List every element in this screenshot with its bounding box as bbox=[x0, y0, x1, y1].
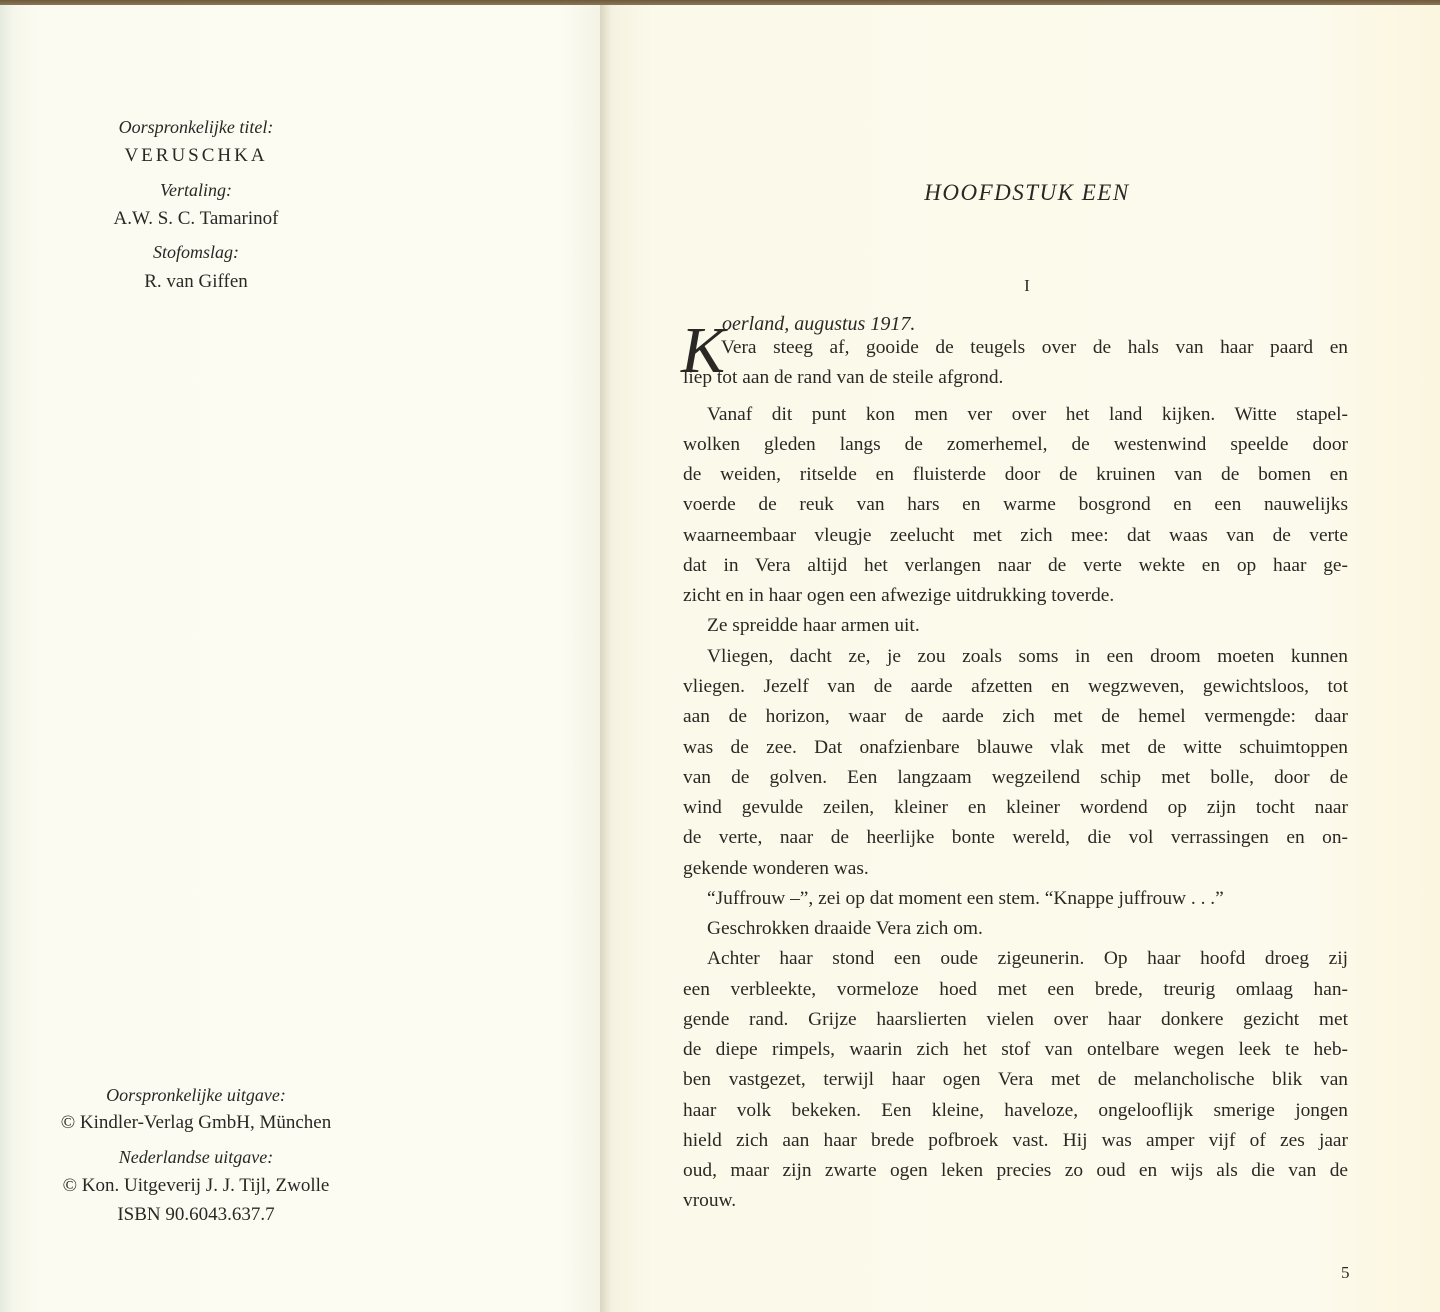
page-number: 5 bbox=[1341, 1263, 1350, 1282]
text-line: wind gevulde zeilen, kleiner en kleiner wordend op zijn tocht naar bbox=[683, 797, 1348, 818]
translator-name: A.W. S. C. Tamarinof bbox=[113, 208, 279, 229]
text-line: de verte, naar de heerlijke bonte wereld, die vol verrassingen en on- bbox=[683, 827, 1348, 848]
text-line: de weiden, ritselde en fluisterde door de kruinen van de bomen en bbox=[683, 464, 1348, 485]
translation-label: Vertaling: bbox=[160, 180, 232, 200]
text-line: gekende wonderen was. bbox=[683, 858, 869, 879]
text-line: oud, maar zijn zwarte ogen leken precies zo oud en wijs als die van de bbox=[683, 1160, 1348, 1181]
text-line: zicht en in haar ogen een afwezige uitdrukking toverde. bbox=[683, 585, 1115, 606]
text-line: Vliegen, dacht ze, je zou zoals soms in een droom moeten kunnen bbox=[707, 646, 1348, 667]
book-gutter bbox=[600, 5, 612, 1312]
chapter-title: HOOFDSTUK EEN bbox=[924, 180, 1130, 205]
text-line: liep tot aan de rand van de steile afgrond. bbox=[683, 367, 1004, 388]
isbn: ISBN 90.6043.637.7 bbox=[117, 1204, 275, 1225]
original-edition-publisher: © Kindler-Verlag GmbH, München bbox=[60, 1112, 332, 1133]
text-line: van de golven. Een langzaam wegzeilend schip met bolle, door de bbox=[683, 767, 1348, 788]
dust-jacket-label: Stofomslag: bbox=[152, 242, 239, 262]
original-title-value: VERUSCHKA bbox=[124, 145, 268, 166]
text-line: hield zich aan haar brede pofbroek vast. Hij was amper vijf of zes jaar bbox=[683, 1130, 1348, 1151]
text-line: waarneembaar vleugje zeelucht met zich mee: dat waas van de verte bbox=[683, 525, 1348, 546]
text-line: was de zee. Dat onafzienbare blauwe vlak met de witte schuimtoppen bbox=[683, 737, 1348, 758]
section-number: I bbox=[1024, 276, 1030, 295]
text-line: haar volk bekeken. Een kleine, haveloze, ongelooflijk smerige jongen bbox=[683, 1100, 1348, 1121]
text-line: gende rand. Grijze haarslierten vielen over haar donkere gezicht met bbox=[683, 1009, 1348, 1030]
text-line: wolken gleden langs de zomerhemel, de westenwind speelde door bbox=[683, 434, 1348, 455]
text-line: ben vastgezet, terwijl haar ogen Vera met de melancholische blik van bbox=[683, 1069, 1348, 1090]
text-line: Geschrokken draaide Vera zich om. bbox=[707, 918, 983, 939]
text-line: vliegen. Jezelf van de aarde afzetten en wegzweven, gewichtsloos, tot bbox=[683, 676, 1348, 697]
original-edition-label: Oorspronkelijke uitgave: bbox=[106, 1085, 286, 1105]
text-line: voerde de reuk van hars en warme bosgrond en een nauwelijks bbox=[683, 494, 1348, 515]
dutch-edition-label: Nederlandse uitgave: bbox=[118, 1147, 274, 1167]
text-line: dat in Vera altijd het verlangen naar de verte wekte en op haar ge- bbox=[683, 555, 1348, 576]
drop-cap: K bbox=[681, 314, 726, 387]
text-line: Vera steeg af, gooide de teugels over de hals van haar paard en bbox=[721, 337, 1348, 358]
text-line: vrouw. bbox=[683, 1190, 737, 1211]
text-line: aan de horizon, waar de aarde zich met de hemel vermengde: daar bbox=[683, 706, 1348, 727]
text-line: Vanaf dit punt kon men ver over het land kijken. Witte stapel- bbox=[707, 404, 1348, 425]
dust-jacket-designer: R. van Giffen bbox=[144, 271, 248, 292]
text-line: de diepe rimpels, waarin zich het stof van ontelbare wegen leek te heb- bbox=[683, 1039, 1348, 1060]
original-title-label: Oorspronkelijke titel: bbox=[118, 117, 274, 137]
dutch-edition-publisher: © Kon. Uitgeverij J. J. Tijl, Zwolle bbox=[62, 1175, 330, 1196]
text-line: “Juffrouw –”, zei op dat moment een stem. “Knappe juffrouw . . .” bbox=[707, 888, 1224, 909]
text-line: Achter haar stond een oude zigeunerin. Op haar hoofd droeg zij bbox=[707, 948, 1348, 969]
text-line: een verbleekte, vormeloze hoed met een brede, treurig omlaag han- bbox=[683, 979, 1348, 1000]
dateline: oerland, augustus 1917. bbox=[722, 313, 916, 335]
text-line: Ze spreidde haar armen uit. bbox=[707, 615, 920, 636]
